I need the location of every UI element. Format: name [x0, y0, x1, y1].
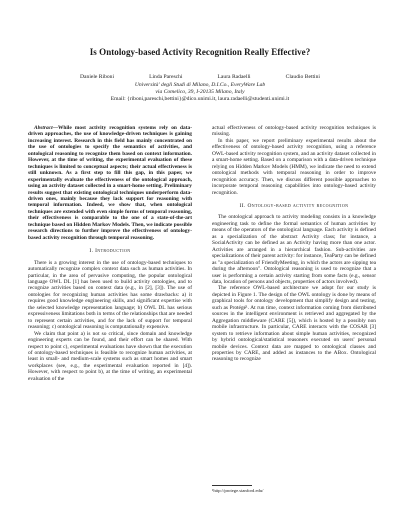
right-column [212, 125, 376, 363]
author-list [80, 74, 320, 80]
affiliation-line-2: via Comelico, 39, I-20135 Milano, Italy [155, 89, 245, 96]
author-4: Claudio Bettini [285, 74, 320, 80]
affiliation-block [0, 82, 400, 104]
right-paragraph-2: In this paper, we report preliminary experimental results about the effectiveness of ontology-based activity recognition, using a reference OWL-based activity recognition system, and an activity dataset collected in a smart-home setting. Based on a comparison with a data-driven technique relying on Hidden Markov Models (HMM), we indicate the need to extend ontological methods with temporal reasoning in order to improve recognition accuracy. Then, we discuss different possible approaches to incorporate temporal reasoning capabilities into ontology-based activity recognition. [212, 137, 376, 196]
abstract-lead: Abstract [34, 125, 53, 131]
footnote-rule [212, 485, 252, 486]
section-2-paragraph-1: The ontological approach to activity modeling consists in a knowledge engineering task to define the formal semantics of human activities by means of the operators of the ontological language. Each activity is defined as a specialization of the abstract Activity class; for instance, a SocialActivity can be defined as an Activity having more than one actor. Activities are arranged in a hierarchical fashion. Sub-activities are specializations of their parent activity: for instance, TeaParty can be defined as "a specialization of FriendlyMeeting, in which the actors are sipping tea during the afternoon". Ontological reasoning is used to recognize that a user is performing a certain activity starting from some facts (e.g., sensor data, location of persons and objects, properties of actors involved). [212, 214, 376, 285]
section-2-heading: II. Ontology-based activity recognition [239, 202, 349, 209]
intro-paragraph-2: We claim that point a) is not so critical, since domain and knowledge engineering experts can be found, and their effort can be shared. With respect to point c), experimental evaluations have shown that the execution of ontology-based techniques is feasible to recognize human activities, at least in small- and medium-scale systems such as smart homes and smart workplaces (see, e.g., the experimental evaluation reported in [4]). However, with respect to point b), at the time of writing, an experimental evaluation of the [28, 330, 192, 382]
abstract [28, 125, 192, 241]
paper-title: Is Ontology-based Activity Recognition Really Effective? [89, 47, 311, 57]
author-1: Daniele Riboni [80, 74, 115, 80]
author-2: Linda Pareschi [149, 74, 183, 80]
section-2-paragraph-2: The reference OWL-based architecture we adopt for our study is depicted in Figure 1. The design of the OWL ontology is done by means of graphical tools for ontology development that simplify design and testing, such as Protégé¹. At run time, context information coming from distributed sources in the intelligent environment is retrieved and aggregated by the Aggregation middleware (CARE [5]), which is hosted by a possibly non mobile infrastructure. In particular, CARE interacts with the COSAR [3] system to retrieve information about simple human activities, recognized by hybrid ontological/statistical reasoners executed on users' personal mobile devices. Context data are mapped to ontological classes and properties by CARE, and added as instances to the ABox. Ontological reasoning to recognize [212, 285, 376, 363]
left-column [28, 125, 192, 382]
abstract-text: —While most activity recognition systems rely on data-driven approaches, the use of knowledge-driven techniques is gaining increasing interest. Research in this field has mainly concentrated on the use of ontologies to specify the semantics of activities, and ontological reasoning to recognize them based on context information. However, at the time of writing, the experimental evaluation of these techniques is limited to conceptual aspects; their actual effectiveness is still unknown. As a first step to fill this gap, in this paper, we experimentally evaluate the effectiveness of the ontological approach, using an activity dataset collected in a smart-home setting. Preliminary results suggest that existing ontological techniques underperform data-driven ones, mainly because they lack support for reasoning with temporal information. Indeed, we show that, when ontological techniques are extended with even simple forms of temporal reasoning, their effectiveness is comparable to the one of a state-of-the-art technique based on Hidden Markov Models. Then, we indicate possible research directions to further improve the effectiveness of ontology-based activity recognition through temporal reasoning. [28, 125, 192, 241]
section-1-heading: I. Introduction [89, 248, 131, 255]
author-3: Laura Radaelli [217, 74, 251, 80]
intro-paragraph-1: There is a growing interest in the use of ontology-based techniques to automatically recognize complex context data such as human activities. In particular, in the area of pervasive computing, the popular ontological language OWL DL [1] has been used to build activity ontologies, and to recognize activities based on context data (e.g., in [2], [3]). The use of ontologies for recognizing human activities has some drawbacks: a) it requires good knowledge engineering skills, and significant expertise with the selected knowledge representation language; b) OWL DL has serious expressiveness limitations both in terms of the relationships that are needed to represent certain activities, and for the lack of support for temporal reasoning; c) ontological reasoning is computationally expensive. [28, 259, 192, 331]
affiliation-line-1: Università' degli Studi di Milano, D.I.Co., EveryWare Lab [134, 82, 266, 88]
affiliation-email: Email: {riboni,pareschi,bettini}@dico.unimi.it, laura.radaelli@studenti.unimi.it [110, 96, 290, 103]
right-paragraph-1: actual effectiveness of ontology-based activity recognition techniques is missing. [212, 125, 376, 138]
footnote: ¹http://protege.stanford.edu/ [212, 488, 264, 493]
